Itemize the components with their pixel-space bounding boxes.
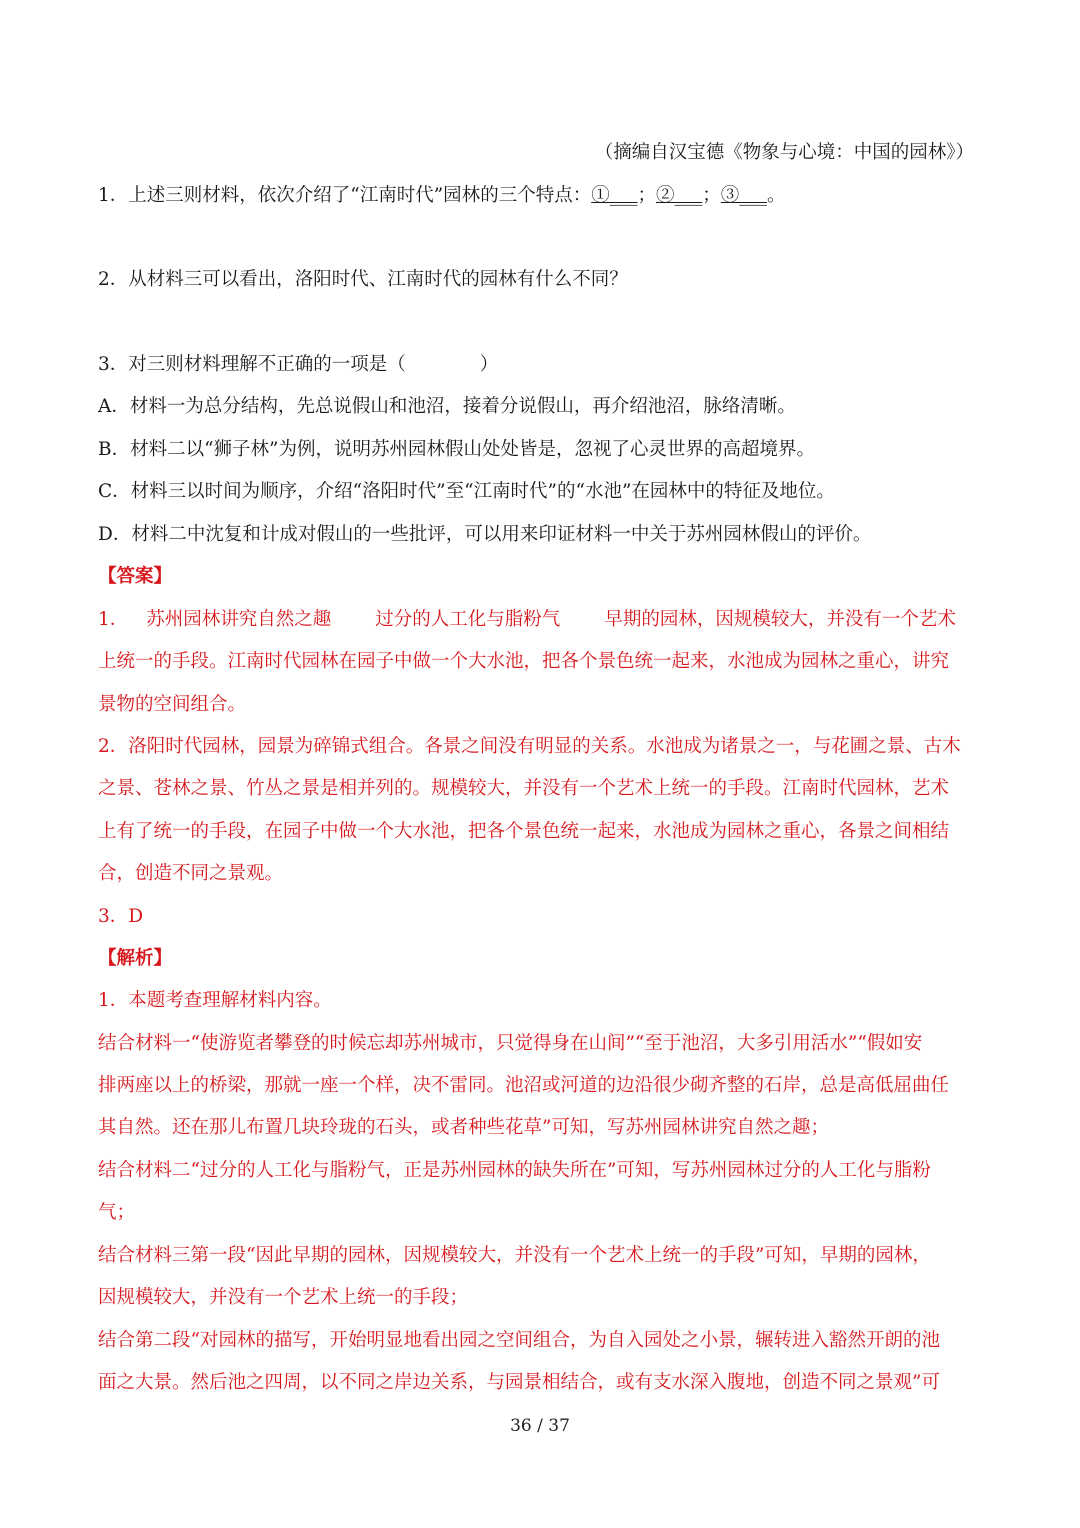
answer-1-line-1	[98, 599, 982, 641]
answer-1-line-2: 上统一的手段。江南时代园林在园子中做一个大水池，把各个景色统一起来，水池成为园林之重心，讲究	[98, 651, 950, 672]
answer-1-number: 1．	[98, 609, 129, 630]
answer-2-line-3: 上有了统一的手段，在园子中做一个大水池，把各个景色统一起来，水池成为园林之重心，各景之间相结	[98, 821, 950, 842]
answer-2-line-1: 2．洛阳时代园林，园景为碎锦式组合。各景之间没有明显的关系。水池成为诸景之一，与花圃之景、古木	[98, 736, 961, 757]
analysis-line-7: 结合材料三第一段“因此早期的园林，因规模较大，并没有一个艺术上统一的手段”可知，早期的园林，	[98, 1245, 931, 1266]
option-b: B．材料二以“狮子林”为例，说明苏州园林假山处处皆是，忽视了心灵世界的高超境界。	[98, 439, 816, 460]
question-3: 3．对三则材料理解不正确的一项是（ ）	[98, 354, 499, 375]
analysis-line-2: 结合材料一“使游览者攀登的时候忘却苏州城市，只觉得身在山间”“至于池沼，大多引用活水”“假如安	[98, 1033, 923, 1054]
answer-1-part-1: 苏州园林讲究自然之趣	[146, 609, 332, 630]
separator: ；	[702, 185, 721, 206]
analysis-line-5: 结合材料二“过分的人工化与脂粉气，正是苏州园林的缺失所在”可知，写苏州园林过分的人工化与脂粉	[98, 1160, 931, 1181]
answer-2-line-4: 合，创造不同之景观。	[98, 863, 284, 884]
page-number: 36 / 37	[510, 1416, 570, 1436]
option-a: A．材料一为总分结构，先总说假山和池沼，接着分说假山，再介绍池沼，脉络清晰。	[98, 396, 796, 417]
analysis-line-10: 面之大景。然后池之四周，以不同之岸边关系，与园景相结合，或有支水深入腹地，创造不同之景观”可	[98, 1372, 940, 1393]
analysis-line-6: 气；	[98, 1202, 136, 1223]
option-d: D．材料二中沈复和计成对假山的一些批评，可以用来印证材料一中关于苏州园林假山的评价。	[98, 524, 872, 545]
answer-1-part-2: 过分的人工化与脂粉气	[375, 609, 561, 630]
analysis-line-8: 因规模较大，并没有一个艺术上统一的手段；	[98, 1287, 469, 1308]
answer-1-part-3: 早期的园林，因规模较大，并没有一个艺术	[604, 609, 956, 630]
separator: ；	[637, 185, 656, 206]
source-citation: （摘编自汉宝德《物象与心境：中国的园林》）	[594, 142, 974, 163]
answer-blank-3: ③___	[720, 185, 768, 206]
question-1-text: 1．上述三则材料，依次介绍了“江南时代”园林的三个特点：	[98, 185, 592, 206]
analysis-heading: 【解析】	[98, 948, 173, 969]
analysis-line-4: 其自然。还在那儿布置几块玲珑的石头，或者种些花草”可知，写苏州园林讲究自然之趣；	[98, 1117, 829, 1138]
answer-2-line-2: 之景、苍林之景、竹丛之景是相并列的。规模较大，并没有一个艺术上统一的手段。江南时代园林，艺术	[98, 778, 950, 799]
answer-blank-1: ①___	[591, 185, 638, 206]
period: 。	[767, 185, 786, 206]
answer-1-line-3: 景物的空间组合。	[98, 694, 247, 715]
analysis-line-9: 结合第二段“对园林的描写，开始明显地看出园之空间组合，为自入园处之小景，辗转进入豁然开朗的池	[98, 1330, 940, 1351]
question-1	[98, 175, 982, 217]
answer-3: 3．D	[98, 906, 144, 927]
analysis-line-1: 1．本题考查理解材料内容。	[98, 990, 332, 1011]
answer-blank-2: ②___	[655, 185, 703, 206]
option-c: C．材料三以时间为顺序，介绍“洛阳时代”至“江南时代”的“水池”在园林中的特征及地位。	[98, 481, 835, 502]
analysis-line-3: 排两座以上的桥梁，那就一座一个样，决不雷同。池沼或河道的边沿很少砌齐整的石岸，总是高低屈曲任	[98, 1075, 950, 1096]
answer-heading: 【答案】	[98, 566, 173, 587]
question-2: 2．从材料三可以看出，洛阳时代、江南时代的园林有什么不同？	[98, 269, 628, 290]
